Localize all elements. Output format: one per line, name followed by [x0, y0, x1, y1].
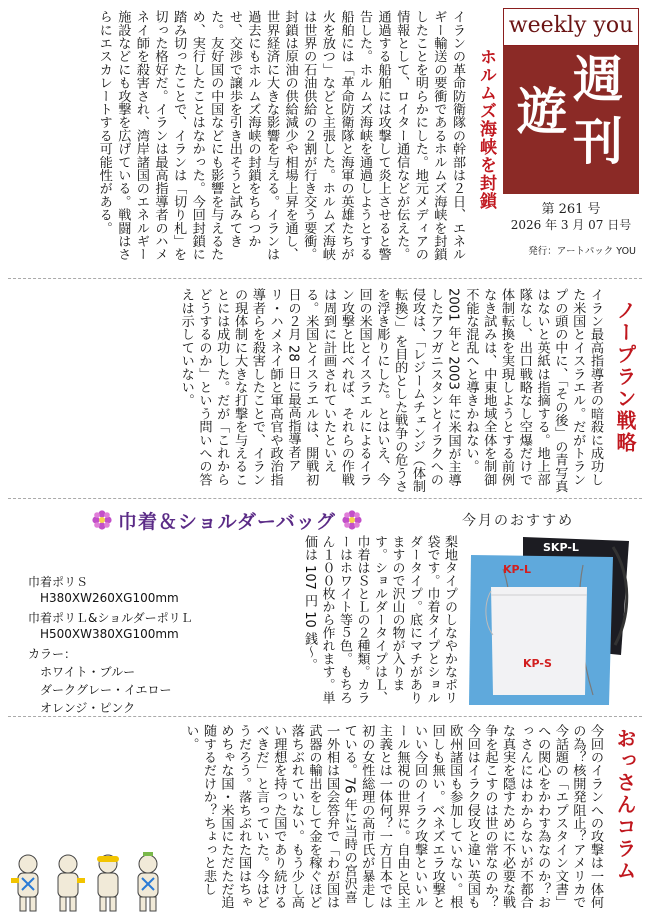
column-headline: おっさんコラム [613, 728, 637, 882]
product-title: 巾着＆ショルダーバッグ [118, 510, 336, 533]
product-body: 梨地タイプのしなやかなポリ袋です。巾着タイプとショルダータイプ。底にマチがありますので沢山の物が入ります。ショルダータイプはＬ、巾着はＳとＬの２種類。カラーはホワイト等５色。もちろん１００枚から作れます。単価は 107 円 10 銭〜。 [302, 535, 457, 704]
masthead-logo [503, 46, 639, 194]
flower-icon [342, 510, 362, 530]
section-divider [8, 278, 642, 279]
recommend-label: 今月のおすすめ [462, 513, 575, 529]
spec-line: ダークグレー・イエロー [40, 683, 172, 697]
spec-line: 巾着ポリＳ [28, 575, 89, 589]
flower-icon [92, 510, 112, 530]
article-hormuz-headline: ホルムズ海峡を封鎖 [476, 48, 496, 210]
issue-date: 2026 年 3 月 07 日号 [510, 218, 632, 232]
spec-line: オレンジ・ピンク [40, 701, 136, 715]
people-illustration [8, 848, 178, 914]
article-noplan-headline: ノープラン戦略 [613, 300, 637, 454]
label-kp-s: KP-S [523, 657, 552, 670]
bag-photo [463, 535, 633, 705]
masthead-char-2: 刊 [573, 112, 623, 171]
article-noplan-body: イラン最高指導者の暗殺に成功した米国とイスラエル。だがトランプの頭の中に、「その後」の青写真はないと英紙は指摘する。地上部隊なし、出口戦略なし空爆だけで体制転換を実現しようとする前例なき試みは、中東地域全体を制御不能な混乱へと導きかねない。2001 年と 2003 年に米国が主導したアフガニスタンとイラクへの侵攻は、「レジームチェンジ（体制転換）」を目的とした戦争の危うさを浮き彫りにした。とはいえ、今回の米国とイスラエルによるイラン攻撃と比べれば、それらの作戦は周到に計画されていたといえる。米国とイスラエルは、開戦初日の２月 28 日に最高指導者アリ・ハメネイ師と軍高官や政治指導者らを殺害したことで、イランの現体制に大きな打撃を与えることには成功した。だが「これからどうするのか」という問いへの答えは示していない。 [178, 288, 603, 493]
masthead-char-1: 週 [573, 50, 623, 109]
label-skp-l: SKP-L [543, 541, 579, 554]
spec-line: H380XW260XG100mm [40, 591, 179, 605]
spec-line: カラー： [28, 647, 77, 661]
masthead-title-en: weekly you [508, 13, 634, 38]
publisher: 発行：アートパック YOU [528, 246, 636, 257]
spec-line: ホワイト・ブルー [40, 665, 136, 679]
column-body: 今回のイランへの攻撃は一体何の為？核開発阻止？アメリカで今話題の「エプスタイン文書」への関心をかわす為なのか？おっさんにはわからないが不都合な真実を隠すために不必要な戦争を起こすのは世の常なのか？今回はイラク侵攻と違い英国も欧州諸国も参加していない。根回しも無い。ベネズエラ攻撃といい今回のイラク攻撃といいルール無視の世界に。自由と民主主義とは一体何？一方日本では初の女性総理の高市氏が暴走している。76 年に当時の宮沢喜一外相は国会答弁で「わが国は武器の輸出をして金を稼ぐほど落ちぶれていない。もう少し高い理想を持った国であり続けるべきだ」と言っていた。今はどうだろう。落ちぶれた国はちゃめちゃな国・米国にただただ追随するだけか？ちょっと悲しい。 [183, 724, 603, 909]
spec-line: H500XW380XG100mm [40, 627, 179, 641]
section-divider [8, 716, 642, 717]
label-kp-l: KP-L [503, 563, 531, 576]
spec-line: 巾着ポリＬ&ショルダーポリＬ [28, 611, 193, 625]
issue-number: 第 261 号 [541, 202, 601, 217]
article-hormuz-body: イランの革命防衛隊の幹部は２日、エネルギー輸送の要衝であるホルムズ海峡を封鎖したことを明らかにした。地元メディアの情報として、ロイター通信などが伝えた。通過する船舶には攻撃して炎上させると警告した。ホルムズ海峡を通過しようとする船舶には「革命防衛隊と海軍の英雄たちが火を放つ」などと主張した。ホルムズ海峡は世界の石油供給の２割が行き交う要衝。封鎖は原油の供給減少や相場上昇を通し、世界経済に大きな影響を与える。イランは過去にもホルムズ海峡の封鎖をちらつかせ、交渉で譲歩を引き出そうと試みてきた。友好国の中国などにも影響を与えるため、実行したことはなかった。今回封鎖に踏み切ったことで、イランは「切り札」を切った格好だ。イランは最高指導者のハメネイ師を殺害され、湾岸諸国のエネルギー施設などにも攻撃を広げている。戦闘はさらにエスカレートする可能性がある。 [96, 10, 465, 261]
section-divider [8, 498, 642, 499]
masthead-title-box [503, 8, 639, 46]
product-title-row [92, 506, 392, 534]
masthead-char-3: 遊 [517, 82, 567, 141]
